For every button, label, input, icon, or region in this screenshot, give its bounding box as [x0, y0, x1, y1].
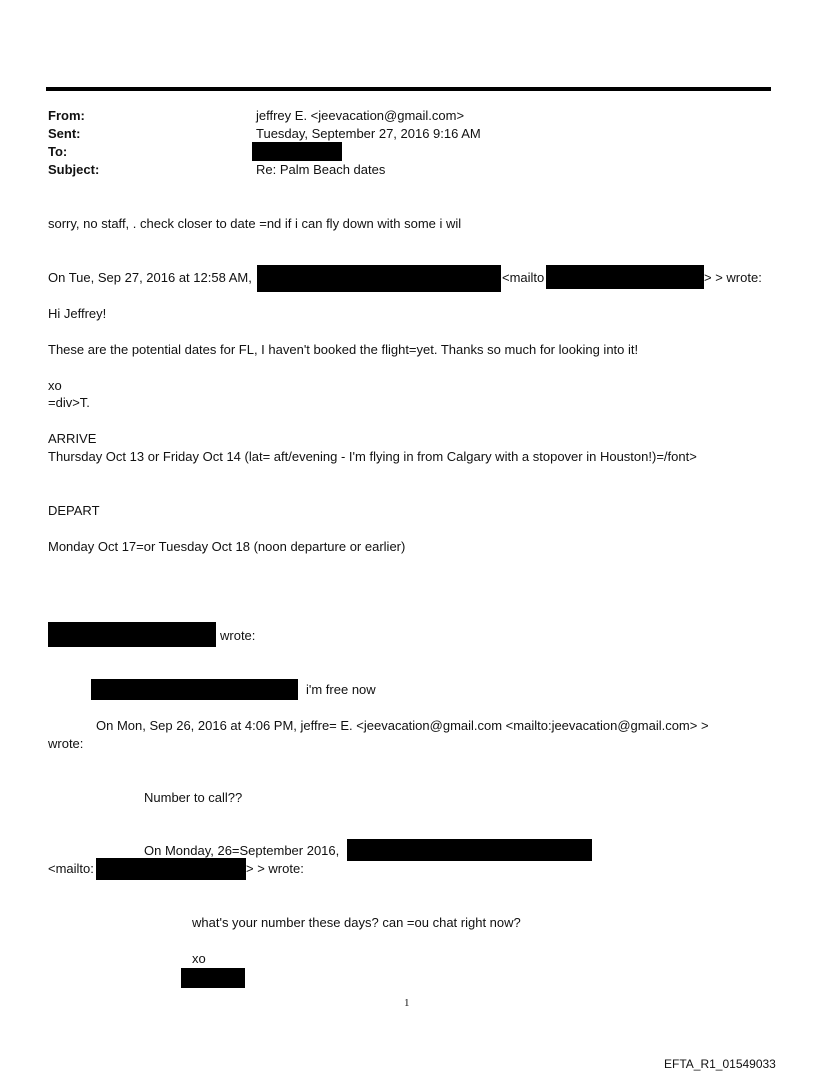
- quote1-intro: On Tue, Sep 27, 2016 at 12:58 AM,: [48, 270, 252, 285]
- div-line: =div>T.: [48, 395, 90, 410]
- bates-number: EFTA_R1_01549033: [664, 1057, 776, 1071]
- depart-label: DEPART: [48, 503, 100, 518]
- email-redaction: [546, 265, 704, 289]
- sender-redaction-2: [48, 622, 216, 647]
- from-value: jeffrey E. <jeevacation@gmail.com>: [256, 108, 465, 123]
- quote3-mailto: <mailto:: [48, 861, 94, 876]
- subject-label: Subject:: [48, 162, 100, 177]
- wrote-label: wrote:: [220, 628, 256, 643]
- sent-label: Sent:: [48, 126, 81, 141]
- sent-value: Tuesday, September 27, 2016 9:16 AM: [256, 126, 481, 141]
- free-now-line: i'm free now: [306, 682, 376, 697]
- quote2-wrote: wrote:: [48, 736, 84, 751]
- page-number: 1: [404, 997, 410, 1009]
- xo-signoff: xo: [48, 378, 62, 393]
- quote3-wrote: > > wrote:: [246, 861, 304, 876]
- to-redaction: [252, 142, 342, 161]
- xo-signoff-2: xo: [192, 951, 206, 966]
- reply-line: sorry, no staff, . check closer to date =nd if i can fly down with some i wil: [48, 216, 462, 231]
- sender-redaction-3: [91, 679, 298, 700]
- signature-redaction: [181, 968, 245, 988]
- email-redaction-2: [96, 858, 246, 880]
- arrive-label: ARRIVE: [48, 431, 97, 446]
- whats-number-line: what's your number these days? can =ou chat right now?: [192, 915, 521, 930]
- sender-redaction-4: [347, 839, 592, 861]
- quote1-wrote: > > wrote:: [704, 270, 762, 285]
- quote1-mailto: <mailto: [502, 270, 545, 285]
- arrive-line: Thursday Oct 13 or Friday Oct 14 (lat= aft/evening - I'm flying in from Calgary with a stopover in Houston!)=/font>: [48, 449, 697, 464]
- sender-redaction: [257, 265, 501, 292]
- to-label: To:: [48, 144, 68, 159]
- dates-line: These are the potential dates for FL, I haven't booked the flight=yet. Thanks so much for looking into it!: [48, 342, 639, 357]
- header-rule: [46, 87, 771, 91]
- number-to-call: Number to call??: [144, 790, 243, 805]
- from-label: From:: [48, 108, 85, 123]
- depart-line: Monday Oct 17=or Tuesday Oct 18 (noon departure or earlier): [48, 539, 406, 554]
- subject-value: Re: Palm Beach dates: [256, 162, 386, 177]
- quote3-line: On Monday, 26=September 2016,: [144, 843, 340, 858]
- greeting: Hi Jeffrey!: [48, 306, 107, 321]
- quote2-line: On Mon, Sep 26, 2016 at 4:06 PM, jeffre= E. <jeevacation@gmail.com <mailto:jeevacation@gmail.com> >: [96, 718, 709, 733]
